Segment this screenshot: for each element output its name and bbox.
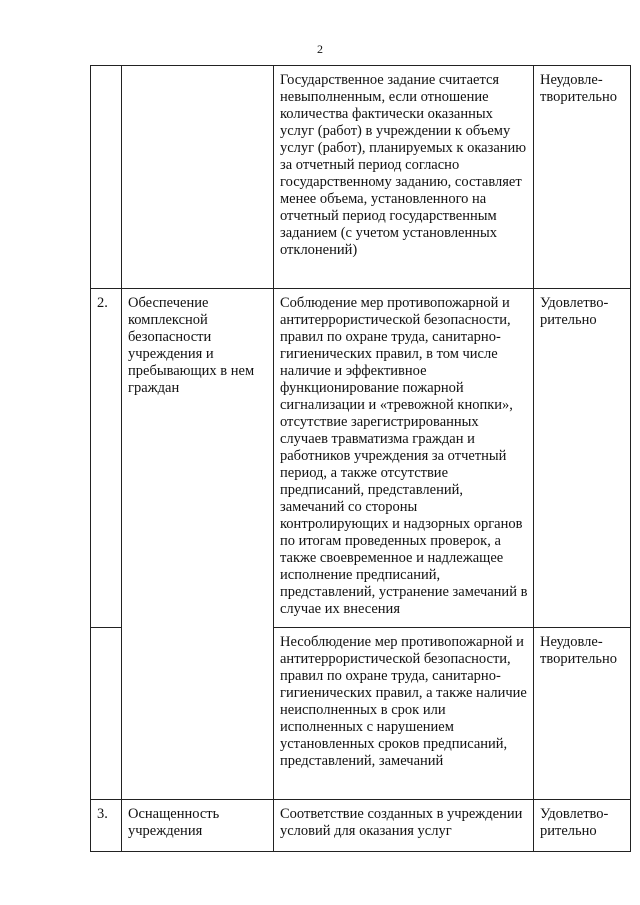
rating-cell: Неудовле-творительно <box>534 66 631 289</box>
table-row <box>91 66 631 289</box>
criterion-cell: Соответствие созданных в учреждении условий для оказания услуг <box>274 800 534 852</box>
rating-cell: Удовлетво-рительно <box>534 289 631 628</box>
indicator-cell: Обеспечение комплексной безопасности учреждения и пребывающих в нем граждан <box>122 289 274 800</box>
table-row <box>91 289 631 628</box>
row-number <box>91 66 122 289</box>
criterion-cell: Несоблюдение мер противопожарной и антитеррористической безопасности, правил по охране труда, санитарно-гигиенических правил, а также наличие неисполненных в срок или исполненных с нарушением установленных сроков предписаний, представлений, замечаний <box>274 628 534 800</box>
page-number: 2 <box>317 42 323 56</box>
rating-cell: Удовлетво-рительно <box>534 800 631 852</box>
table-row <box>91 800 631 852</box>
row-number <box>91 628 122 800</box>
criterion-cell: Соблюдение мер противопожарной и антитеррористической безопасности, правил по охране труда, санитарно-гигиенических правил, в том числе наличие и эффективное функционирование пожарной сигнализации и «тревожной кнопки», отсутствие зарегистрированных случаев травматизма граждан и работников учреждения за отчетный период, а также отсутствие предписаний, представлений, замечаний со стороны контролирующих и надзорных органов по итогам проведенных проверок, а также своевременное и надлежащее исполнение предписаний, представлений, устранение замечаний в случае их внесения <box>274 289 534 628</box>
indicator-cell: Оснащенность учреждения <box>122 800 274 852</box>
row-number: 3. <box>91 800 122 852</box>
indicator-cell <box>122 66 274 289</box>
row-number: 2. <box>91 289 122 628</box>
rating-cell: Неудовле-творительно <box>534 628 631 800</box>
criterion-cell: Государственное задание считается невыполненным, если отношение количества фактически оказанных услуг (работ) в учреждении к объему услуг (работ), планируемых к оказанию за отчетный период согласно государственному заданию, составляет менее объема, установленного на отчетный период государственным заданием (с учетом установленных отклонений) <box>274 66 534 289</box>
criteria-table <box>90 65 631 852</box>
